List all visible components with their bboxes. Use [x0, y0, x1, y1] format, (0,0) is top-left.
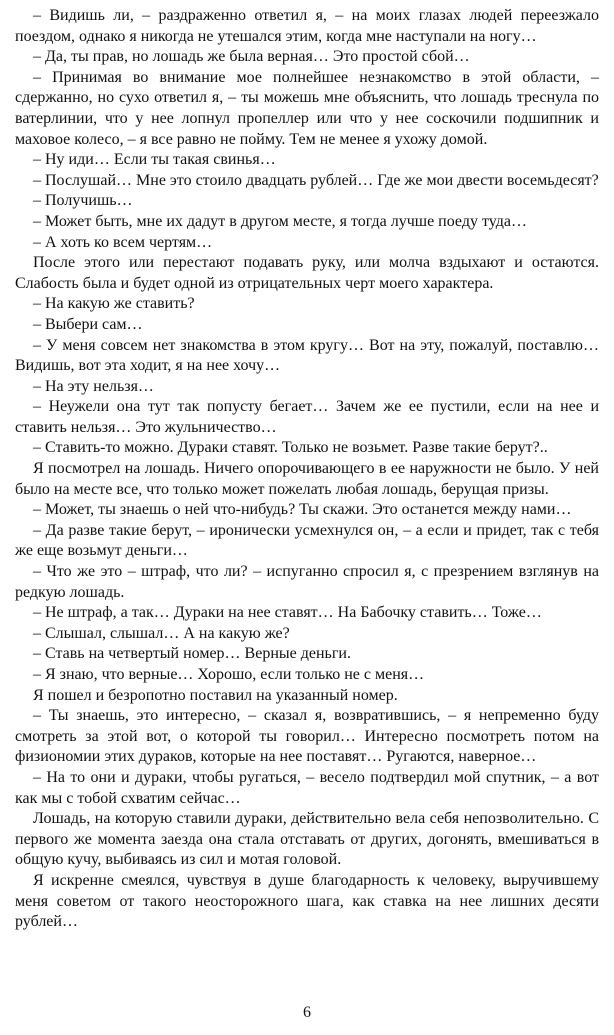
- paragraph: – Может быть, мне их дадут в другом месте, я тогда лучше поеду туда…: [33, 212, 527, 230]
- paragraph: – Да, ты прав, но лошадь же была верная… Это простой сбой…: [33, 48, 470, 66]
- paragraph: – А хоть ко всем чертям…: [33, 233, 213, 251]
- paragraph: – Ставь на четвертый номер… Верные деньги.: [33, 645, 351, 663]
- paragraph: – У меня совсем нет знакомства в этом кругу… Вот на эту, пожалуй, поставлю… Видишь, вот эта ходит, я на нее хочу…: [15, 336, 599, 375]
- paragraph: – Слышал, слышал… А на какую же?: [33, 624, 290, 642]
- paragraph: – Неужели она тут так попусту бегает… Зачем же ее пустили, если на нее и ставить нельзя… Это жульничество…: [15, 398, 599, 436]
- paragraph: – Что же это – штраф, что ли? – испуганно спросил я, с презрением взглянув на редкую лошадь.: [15, 563, 599, 601]
- paragraph: – Видишь ли, – раздраженно ответил я, – на моих глазах людей переезжало поездом, однако я никогда не утешался этим, когда мне наступали на ногу…: [15, 7, 599, 45]
- paragraph: После этого или перестают подавать руку, или молча вздыхают и остаются. Слабость была и будет одной из отрицательных черт моего характера.: [15, 254, 599, 292]
- paragraph: Я искренне смеялся, чувствуя в душе благодарность к человеку, выручившему меня советом от такого неосторожного шага, как ставка на нее лишних десяти рублей…: [15, 871, 599, 931]
- paragraph: Лошадь, на которую ставили дураки, действительно вела себя непозволительно. С первого же момента заезда она стала отставать от других, догонять, вмешиваться в общую кучу, выбиваясь из сил и мотая головой.: [15, 810, 599, 869]
- paragraph: – Я знаю, что верные… Хорошо, если только не с меня…: [33, 666, 425, 683]
- paragraph: Я пошел и безропотно поставил на указанный номер.: [33, 686, 398, 704]
- paragraph: – Ты знаешь, это интересно, – сказал я, возвратившись, – я непременно буду смотреть за этой вот, о которой ты говорил… Интересно посмотреть потом на физиономии этих дураков, которые на нее поставят… Ругаются, наверное…: [15, 707, 599, 766]
- paragraph: – Получишь…: [33, 192, 133, 210]
- page-text: [15, 6, 599, 933]
- paragraph: – Выбери сам…: [33, 315, 143, 333]
- page-number: 6: [303, 1004, 311, 1021]
- paragraph: Я посмотрел на лошадь. Ничего опорочивающего в ее наружности не было. У ней было на месте все, что только может пожелать любая лошадь, берущая призы.: [15, 460, 599, 498]
- paragraph: – На то они и дураки, чтобы ругаться, – весело подтвердил мой спутник, – а вот как мы с тобой схватим сейчас…: [15, 768, 599, 807]
- paragraph: – Принимая во внимание мое полнейшее незнакомство в этой области, – сдержанно, но сухо ответил я, – ты можешь мне объяснить, что лошадь треснула по ватерлинии, что у нее лопнул пропеллер или что у нее соскочили подшипник и маховое колесо, – я все равно не пойму. Тем не менее я ухожу домой.: [15, 68, 599, 148]
- paragraph: – Послушай… Мне это стоило двадцать рублей… Где же мои двести восемьдесят?: [33, 171, 599, 189]
- paragraph: – На эту нельзя…: [33, 377, 154, 395]
- paragraph: – Ну иди… Если ты такая свинья…: [33, 151, 276, 169]
- paragraph: – Ставить-то можно. Дураки ставят. Только не возьмет. Разве такие берут?..: [33, 439, 548, 457]
- paragraph: – Может, ты знаешь о ней что-нибудь? Ты скажи. Это останется между нами…: [33, 501, 572, 519]
- paragraph: – Да разве такие берут, – иронически усмехнулся он, – а если и придет, так с тебя же еще возьмут деньги…: [15, 521, 599, 560]
- paragraph: – На какую же ставить?: [33, 295, 195, 313]
- paragraph: – Не штраф, а так… Дураки на нее ставят… На Бабочку ставить… Тоже…: [33, 604, 542, 622]
